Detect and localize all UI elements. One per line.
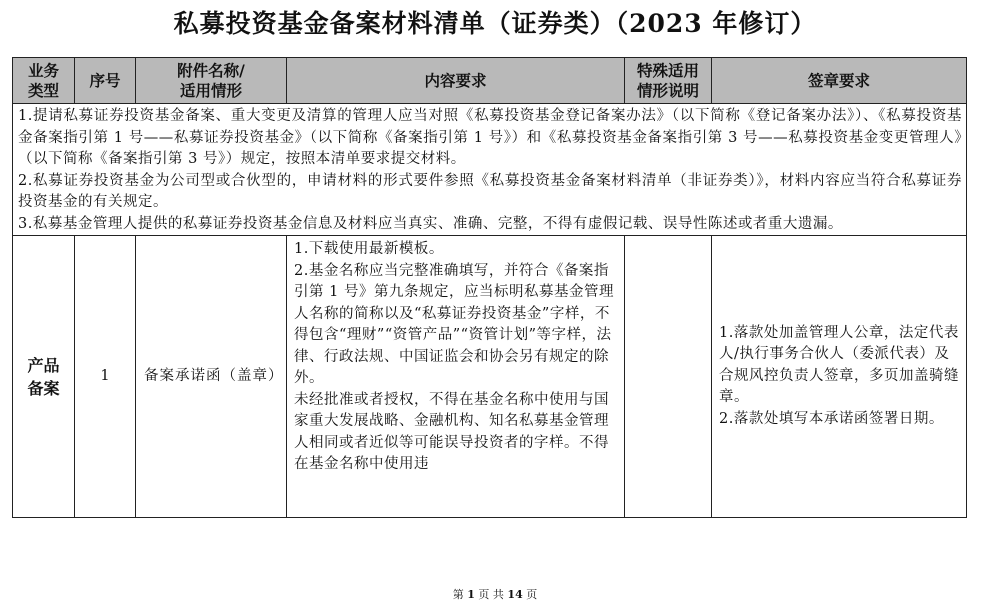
table-row	[13, 236, 967, 518]
materials-table	[12, 57, 967, 518]
header-special-line2: 情形说明	[636, 80, 699, 100]
header-attachment-line2: 适用情形	[179, 80, 242, 100]
footer-page-current: 1	[467, 588, 475, 601]
header-attachment	[136, 58, 287, 104]
intro-note-2: 2.私募证券投资基金为公司型或合伙型的，申请材料的形式要件参照《私募投资基金备案材料清单（非证券类）》，材料内容应当符合私募证券投资基金的有关规定。	[18, 172, 962, 210]
document-title: 私募投资基金备案材料清单（证券类）（2023 年修订）	[173, 9, 817, 38]
row-category	[13, 236, 75, 518]
row-category-line2: 备案	[27, 378, 60, 398]
footer-mid: 页 共	[478, 588, 504, 601]
page-footer	[0, 586, 990, 602]
row-content	[287, 236, 625, 518]
row-attachment: 备案承诺函（盖章）	[136, 236, 287, 518]
intro-note-3: 3.私募基金管理人提供的私募证券投资基金信息及材料应当真实、准确、完整，不得有虚假记载、误导性陈述或者重大遗漏。	[18, 215, 843, 232]
header-attachment-line1: 附件名称/	[177, 60, 245, 80]
header-category-line2: 类型	[27, 80, 59, 100]
content-item-3: 未经批准或者授权，不得在基金名称中使用与国家重大发展战略、金融机构、知名私募基金管理人相同或者近似等可能误导投资者的字样。不得在基金名称中使用违	[294, 391, 609, 472]
header-category-line1: 业务	[27, 60, 59, 80]
header-category	[13, 58, 75, 104]
header-special-line1: 特殊适用	[636, 60, 699, 80]
seal-item-1: 1.落款处加盖管理人公章，法定代表人/执行事务合伙人（委派代表）及合规风控负责人签章，多页加盖骑缝章。	[719, 324, 959, 406]
content-item-2: 2.基金名称应当完整准确填写，并符合《备案指引第 1 号》第九条规定，应当标明私募基金管理人名称的简称以及“私募证券投资基金”字样，不得包含“理财”“资管产品”“资管计划”等字样，法律、行政法规、中国证监会和协会另有规定的除外。	[294, 262, 614, 386]
footer-suffix: 页	[526, 588, 538, 601]
row-special	[625, 236, 712, 518]
seal-item-2: 2.落款处填写本承诺函签署日期。	[719, 410, 944, 427]
header-special	[625, 58, 712, 104]
intro-note-1: 1.提请私募证券投资基金备案、重大变更及清算的管理人应当对照《私募投资基金登记备案办法》（以下简称《登记备案办法》）、《私募投资基金备案指引第 1 号——私募证券投资基金》（以下简称《备案指引第 1 号》）和《私募投资基金备案指引第 3 号——私募投资基金变更管理人》（以下简称《备案指引第 3 号》）规定，按照本清单要求提交材料。	[18, 108, 962, 167]
row-category-line1: 产品	[27, 355, 60, 375]
header-row	[13, 58, 967, 104]
footer-page-total: 14	[507, 588, 523, 601]
content-item-1: 1.下载使用最新模板。	[294, 241, 444, 257]
header-content: 内容要求	[287, 58, 625, 104]
row-seal	[712, 236, 967, 518]
footer-prefix: 第	[452, 588, 464, 601]
intro-row	[13, 104, 967, 236]
intro-notes	[13, 104, 967, 236]
row-seq: 1	[75, 236, 136, 518]
header-seq: 序号	[75, 58, 136, 104]
header-seal: 签章要求	[712, 58, 967, 104]
